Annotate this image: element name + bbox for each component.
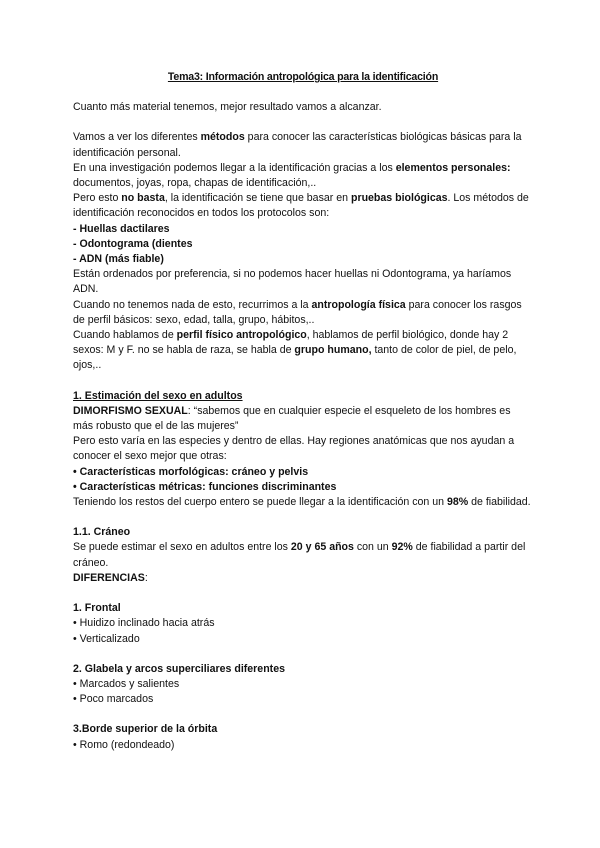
biological-tests-paragraph: Pero esto no basta, la identificación se tiene que basar en pruebas biológicas. Los métodos de identificación reconocidos en todos los protocolos son:: [73, 192, 529, 220]
method-item: - Odontograma (dientes: [73, 237, 193, 250]
spacer: [73, 374, 533, 389]
differences-label: DIFERENCIAS:: [73, 571, 148, 584]
list-item: • Marcados y salientes: [73, 677, 180, 690]
intro-paragraph: Cuanto más material tenemos, mejor resultado vamos a alcanzar.: [73, 101, 382, 114]
list-item: • Verticalizado: [73, 632, 140, 645]
list-item: • Poco marcados: [73, 693, 154, 706]
dimorphism-paragraph: DIMORFISMO SEXUAL: “sabemos que en cualquier especie el esqueleto de los hombres es más robusto que el de las mujeres”: [73, 404, 511, 433]
document-page: [73, 70, 533, 753]
bullet-item: • Características morfológicas: cráneo y pelvis: [73, 465, 309, 478]
spacer: [73, 707, 533, 722]
list-item: • Romo (redondeado): [73, 738, 175, 751]
reliability-paragraph: Teniendo los restos del cuerpo entero se puede llegar a la identificación con un 98% de fiabilidad.: [73, 496, 531, 509]
subsection-heading: 1. Frontal: [73, 602, 121, 615]
section-heading: 1. Estimación del sexo en adultos: [73, 389, 243, 402]
profile-paragraph: Cuando hablamos de perfil físico antropológico, hablamos de perfil biológico, donde hay 2 sexos: M y F. no se habla de raza, se habla de grupo humano, tanto de color de piel, de pelo, ojos,..: [73, 329, 517, 372]
list-item: • Huidizo inclinado hacia atrás: [73, 617, 215, 630]
bullet-item: • Características métricas: funciones discriminantes: [73, 480, 337, 493]
spacer: [73, 647, 533, 662]
skull-paragraph: Se puede estimar el sexo en adultos entre los 20 y 65 años con un 92% de fiabilidad a partir del cráneo.: [73, 541, 526, 569]
spacer: [73, 510, 533, 525]
personal-elements-paragraph: En una investigación podemos llegar a la identificación gracias a los elementos personales: documentos, joyas, ropa, chapas de identificación,..: [73, 161, 511, 190]
physical-anthropology-paragraph: Cuando no tenemos nada de esto, recurrimos a la antropología física para conocer los rasgos de perfil básicos: sexo, edad, talla, grupo, hábitos,..: [73, 298, 522, 326]
method-item: - ADN (más fiable): [73, 253, 164, 266]
document-title: Tema3: Información antropológica para la identificación: [167, 71, 439, 83]
subsection-heading: 3.Borde superior de la órbita: [73, 723, 218, 736]
regions-paragraph: Pero esto varía en las especies y dentro de ellas. Hay regiones anatómicas que nos ayudan a conocer el sexo mejor que otras:: [73, 435, 515, 463]
subsection-heading: 2. Glabela y arcos superciliares diferentes: [73, 662, 285, 675]
subsection-heading: 1.1. Cráneo: [73, 526, 131, 539]
method-item: - Huellas dactilares: [73, 222, 170, 235]
spacer: [73, 586, 533, 601]
methods-paragraph: Vamos a ver los diferentes métodos para conocer las características biológicas básicas para la identificación personal.: [73, 131, 522, 159]
spacer: [73, 115, 533, 130]
preference-paragraph: Están ordenados por preferencia, si no podemos hacer huellas ni Odontograma, ya haríamos ADN.: [73, 268, 512, 296]
